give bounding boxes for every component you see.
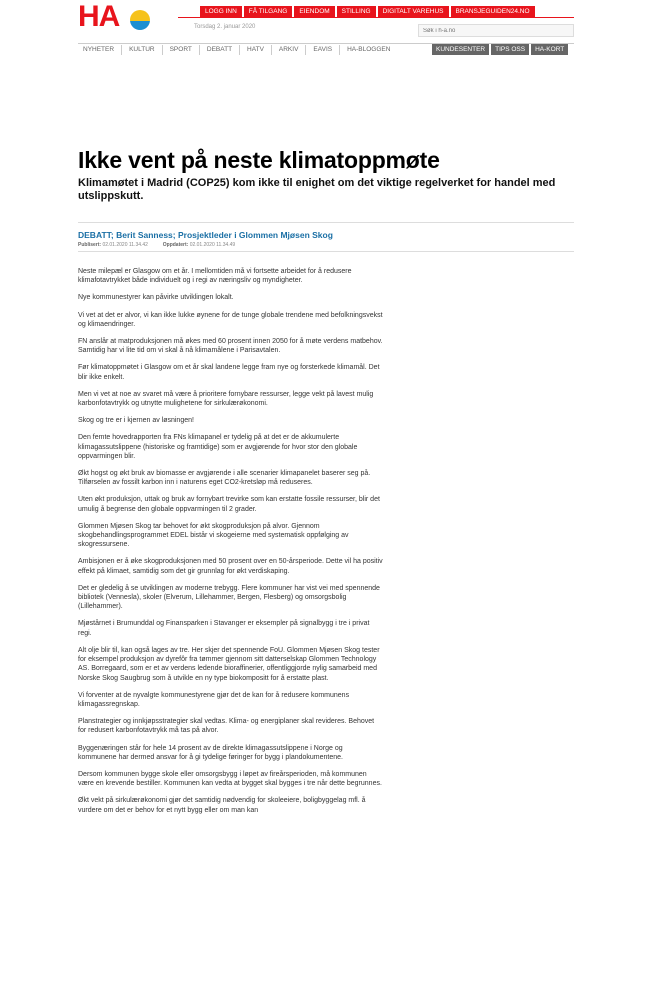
- nav-epaper[interactable]: EAVIS: [306, 45, 340, 55]
- digital-store-link[interactable]: DIGITALT VAREHUS: [378, 6, 449, 18]
- article-paragraph: Mjøstårnet i Brumunddal og Finansparken i Stavanger er eksempler på signalbygg i tre i privat regi.: [78, 620, 370, 637]
- byline-box: [78, 222, 574, 252]
- article-paragraph: Ambisjonen er å øke skogproduksjonen med 50 prosent over en 50-årsperiode. Dette vil ha positiv effekt på klimaet, samtidig som det gir grunnlag for økt verdiskaping.: [78, 558, 383, 575]
- article-byline[interactable]: DEBATT; Berit Sanness; Prosjektleder i Glommen Mjøsen Skog: [78, 230, 333, 240]
- article-paragraph: Før klimatoppmøtet i Glasgow om et år skal landene legge fram nye og forsterkede klimamål. Det blir ikke enkelt.: [78, 364, 380, 381]
- ha-logo[interactable]: [78, 0, 150, 33]
- login-link[interactable]: LOGG INN: [200, 6, 242, 18]
- get-access-link[interactable]: FÅ TILGANG: [244, 6, 293, 18]
- updated-label: Oppdatert:: [162, 242, 189, 248]
- article-paragraph: Nye kommunestyrer kan påvirke utviklingen lokalt.: [78, 294, 234, 302]
- updated-time: 02.01.2020 11.34.49: [189, 242, 236, 248]
- article-paragraph: Planstrategier og innkjøpsstrategier skal vedtas. Klima- og energiplaner skal revideres. Behovet for redusert karbonfotavtrykk må tas på alvor.: [78, 718, 375, 735]
- article-paragraph: Alt olje blir til, kan også lages av tre. Her skjer det spennende FoU. Glommen Mjøsen Skog tester for eksempel produksjon av dyrefôr fra tømmer gjennom sitt datterselskap Glommen Technology AS. Borregaard, som er et av verdens ledende bioraffinerier, offentliggjorde nylig samarbeid med Norske Skog Saugbrug som å utvikle en ny type biokompositt for å erstatte plast.: [78, 646, 380, 682]
- article-paragraph: Det er gledelig å se utviklingen av moderne trebygg. Flere kommuner har vist vei med spennende bibliotek (Vennesla), skoler (Elverum, Lillehammer, Bergen, Flesberg) og omsorgsbolig (Lillehammer).: [78, 584, 380, 611]
- top-links: [200, 6, 535, 18]
- article-lead: Klimamøtet i Madrid (COP25) kom ikke til enighet om det viktige regelverket for handel med utslippskutt.: [78, 177, 556, 202]
- article-headline: Ikke vent på neste klimatoppmøte: [78, 147, 440, 173]
- nav-hatv[interactable]: HATV: [240, 45, 272, 55]
- published-time: 02.01.2020 11.34.42: [102, 242, 148, 248]
- article-body: [78, 267, 383, 823]
- nav-debate[interactable]: DEBATT: [200, 45, 240, 55]
- main-nav: [78, 45, 397, 55]
- nav-blog[interactable]: HA-BLOGGEN: [347, 46, 391, 53]
- nav-culture[interactable]: KULTUR: [122, 45, 163, 55]
- article-meta: [78, 242, 235, 248]
- sub-nav: [432, 44, 568, 55]
- nav-news[interactable]: NYHETER: [78, 45, 122, 55]
- article-paragraph: FN anslår at matproduksjonen må økes med 60 prosent innen 2050 for å møte verdens matbehov. Samtidig har vi lite tid om vi skal å nå klimamålene i Parisavtalen.: [78, 338, 383, 355]
- article-paragraph: Glommen Mjøsen Skog tar behovet for økt skogproduksjon på alvor. Gjennom skogbehandlingsprogrammet EDEL bistår vi skogeierne med systematisk oppfølging av skogressursene.: [78, 522, 349, 549]
- article-paragraph: Neste milepæl er Glasgow om et år. I mellomtiden må vi fortsette arbeidet for å redusere klimafotavtrykket både individuelt og i regi av næringsliv og myndigheter.: [78, 268, 352, 285]
- search-input[interactable]: [418, 24, 574, 37]
- logo-text: HA: [78, 0, 120, 33]
- article-paragraph: Uten økt produksjon, uttak og bruk av fornybart trevirke som kan erstatte fossile ressurser, blir det umulig å begrense den globale oppvarmingen til 2 grader.: [78, 496, 380, 513]
- jobs-link[interactable]: STILLING: [337, 6, 376, 18]
- article-paragraph: Vi forventer at de nyvalgte kommunestyrene gjør det de kan for å redusere kommunens klimagassregnskap.: [78, 691, 350, 708]
- real-estate-link[interactable]: EIENDOM: [294, 6, 334, 18]
- article-paragraph: Økt vekt på sirkulærøkonomi gjør det samtidig nødvendig for skoleeiere, boligbyggelag mfl. å vurdere om det er behov for et nytt bygg eller om man kan: [78, 797, 366, 814]
- article-paragraph: Skog og tre er i kjernen av løsningen!: [78, 417, 194, 425]
- current-date: Torsdag 2. januar 2020: [194, 24, 256, 30]
- industry-guide-link[interactable]: BRANSJEGUIDEN24.NO: [451, 6, 535, 18]
- ha-card-button[interactable]: HA-KORT: [531, 44, 568, 55]
- tips-button[interactable]: TIPS OSS: [491, 44, 529, 55]
- article-paragraph: Byggenæringen står for hele 14 prosent av de direkte klimagassutslippene i Norge og kommunene har dermed ansvar for å gi tydelige føringer for bygg i plandokumentene.: [78, 744, 343, 761]
- published-label: Publisert:: [78, 242, 102, 248]
- article-paragraph: Men vi vet at noe av svaret må være å prioritere fornybare ressurser, legge vekt på lavest mulig karbonfotavtrykk og utnytte mulighetene for sirkulærøkonomi.: [78, 390, 374, 408]
- article-paragraph: Den femte hovedrapporten fra FNs klimapanel er tydelig på at det er de akkumulerte klimagassutslippene (historiske og framtidige) som er avgjørende for hvor stor den globale oppvarmingen blir.: [78, 434, 358, 460]
- nav-sport[interactable]: SPORT: [163, 45, 200, 55]
- logo-sun-icon: [130, 10, 150, 30]
- nav-archive[interactable]: ARKIV: [272, 45, 307, 55]
- article-paragraph: Dersom kommunen bygge skole eller omsorgsbygg i løpet av fireårsperioden, må kommunen være en krevende bestiller. Kommunen kan vedta at bygget skal bygges i tre når dette begrunnes.: [78, 770, 382, 788]
- customer-center-button[interactable]: KUNDESENTER: [432, 44, 489, 55]
- article-paragraph: Vi vet at det er alvor, vi kan ikke lukke øynene for de tunge globale trendene med befolkningsvekst og klimaendringer.: [78, 311, 383, 328]
- article-paragraph: Økt hogst og økt bruk av biomasse er avgjørende i alle scenarier klimapanelet baserer seg på. Tilførselen av fossilt karbon inn i naturens eget CO2-kretsløp må reduseres.: [78, 470, 371, 487]
